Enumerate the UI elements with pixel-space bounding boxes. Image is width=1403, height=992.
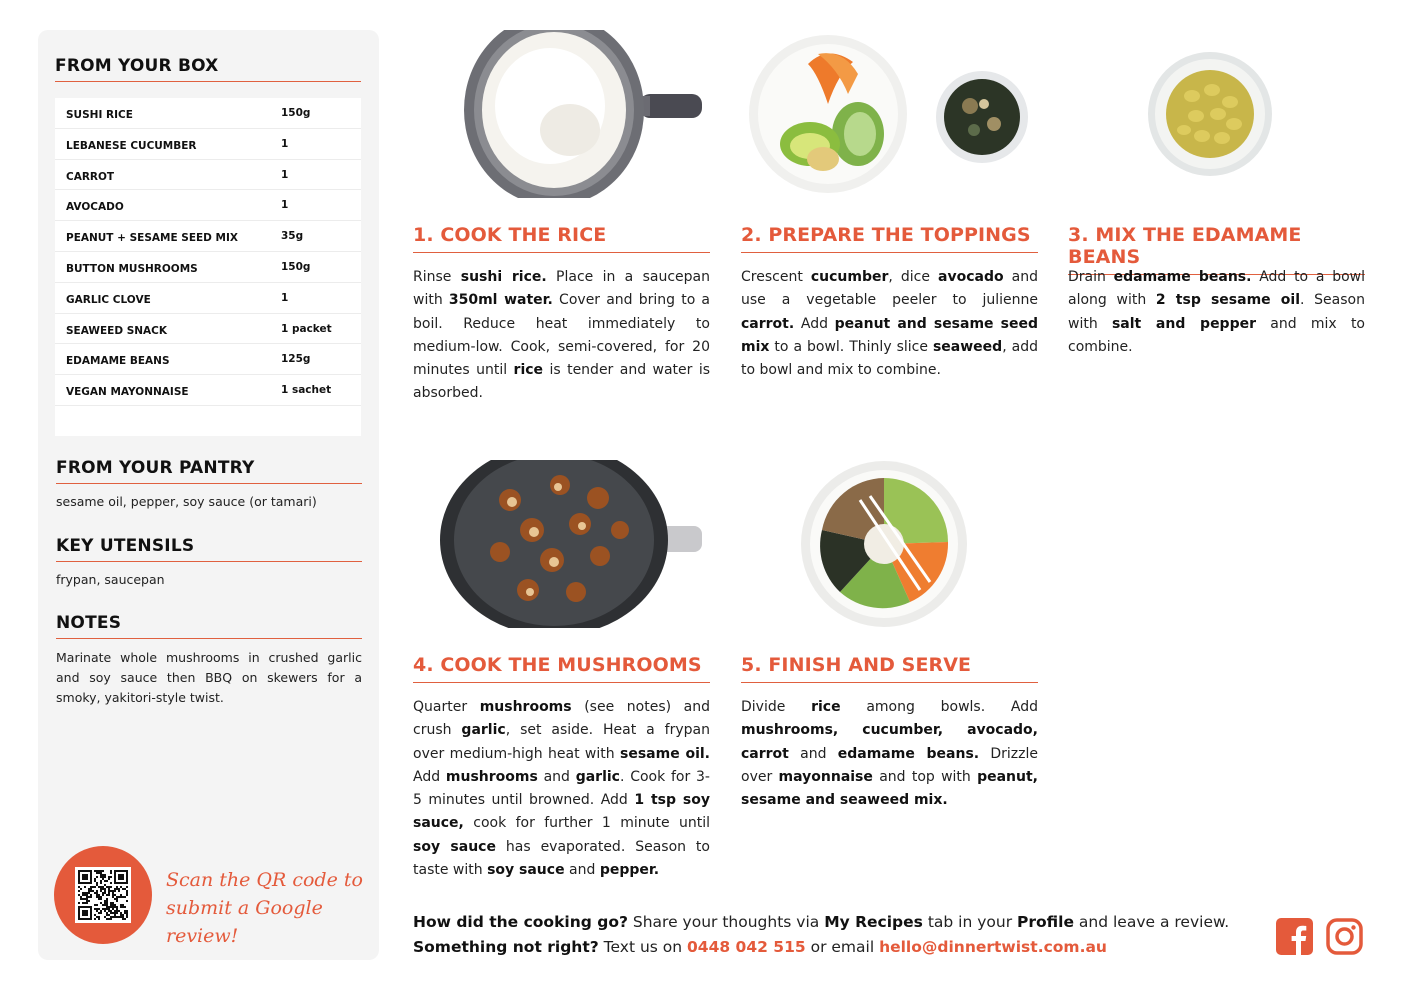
step-3-title: 3. MIX THE EDAMAME BEANS (1068, 224, 1365, 275)
pantry-text: sesame oil, pepper, soy sauce (or tamari) (56, 494, 317, 509)
step-4-title: 4. COOK THE MUSHROOMS (413, 654, 710, 683)
ingredient-name: AVOCADO (66, 201, 124, 214)
ingredient-name: LEBANESE CUCUMBER (66, 139, 197, 152)
ingredient-name: GARLIC CLOVE (66, 293, 151, 306)
phone-link[interactable]: 0448 042 515 (687, 938, 806, 956)
ingredient-qty: 1 (281, 199, 289, 212)
profile-label: Profile (1017, 913, 1074, 931)
ingredient-qty: 150g (281, 107, 311, 119)
footer-text: or email (805, 938, 880, 956)
rice-saucepan-photo (440, 30, 702, 198)
ingredient-row (55, 283, 361, 314)
footer-text: tab in your (922, 913, 1018, 931)
from-your-box-title: FROM YOUR BOX (55, 56, 361, 82)
ingredient-row (55, 252, 361, 283)
footer-question-1: How did the cooking go? (413, 913, 628, 931)
ingredients-sidebar (38, 30, 379, 960)
ingredient-row (55, 221, 361, 252)
ingredient-name: CARROT (66, 170, 115, 183)
ingredient-row (55, 190, 361, 221)
ingredient-name: VEGAN MAYONNAISE (66, 386, 189, 399)
footer-text: and leave a review. (1073, 913, 1230, 931)
email-link[interactable]: hello@dinnertwist.com.au (879, 938, 1107, 956)
from-your-pantry-title: FROM YOUR PANTRY (56, 458, 362, 484)
instagram-icon[interactable] (1326, 918, 1363, 955)
footer-text: Text us on (598, 938, 688, 956)
ingredient-row (55, 160, 361, 191)
ingredient-qty: 1 (281, 137, 289, 150)
ingredient-name: EDAMAME BEANS (66, 355, 170, 368)
key-utensils-title: KEY UTENSILS (56, 536, 362, 562)
facebook-icon[interactable] (1276, 918, 1313, 955)
step-3-body: Drain edamame beans. Add to a bowl along with 2 tsp sesame oil. Season with salt and pepper and mix to combine. (1068, 269, 1366, 355)
ingredient-row (55, 314, 361, 345)
my-recipes-label: My Recipes (824, 913, 923, 931)
ingredient-row (55, 344, 361, 375)
footer-line-1 (413, 910, 1253, 935)
step-1-title: 1. COOK THE RICE (413, 224, 710, 253)
qr-code-icon[interactable] (75, 867, 131, 923)
ingredient-name: SUSHI RICE (66, 109, 133, 121)
qr-review-text (166, 866, 366, 950)
ingredient-row (55, 129, 361, 160)
ingredient-qty: 125g (281, 353, 311, 366)
finished-bowl-photo (800, 460, 970, 628)
footer-question-2: Something not right? (413, 938, 599, 956)
qr-text-line-1: Scan the QR code to (166, 869, 363, 891)
step-4-body: Quarter mushrooms (see notes) and crush garlic, set aside. Heat a frypan over medium-high heat with sesame oil. Add mushrooms and garlic. Cook for 3-5 minutes until browned. Add 1 tsp soy sauce, cook for further 1 minute until soy sauce has evaporated. Season to taste with soy sauce and pepper. (413, 699, 710, 879)
footer-text: Share your thoughts via (627, 913, 825, 931)
ingredient-qty: 1 (281, 291, 289, 304)
ingredient-qty: 150g (281, 260, 311, 273)
ingredient-qty: 1 (281, 168, 289, 181)
ingredient-name: BUTTON MUSHROOMS (66, 262, 198, 275)
step-5-title: 5. FINISH AND SERVE (741, 654, 1038, 683)
ingredient-row (55, 375, 361, 406)
edamame-bowl-photo (1146, 50, 1274, 178)
ingredient-qty: 35g (281, 230, 304, 243)
mushroom-frypan-photo (440, 460, 702, 628)
ingredient-qty: 1 sachet (281, 384, 332, 397)
step-1-body: Rinse sushi rice. Place in a saucepan with 350ml water. Cover and bring to a boil. Reduce heat immediately to medium-low. Cook, semi-covered, for 20 minutes until rice is tender and water is absorbed. (413, 269, 711, 402)
notes-text: Marinate whole mushrooms in crushed garlic and soy sauce then BBQ on skewers for a smoky, yakitori-style twist. (56, 650, 362, 705)
qr-code-badge[interactable] (54, 846, 152, 944)
footer-line-2 (413, 935, 1253, 960)
notes-title: NOTES (56, 613, 362, 639)
step-2-title: 2. PREPARE THE TOPPINGS (741, 224, 1038, 253)
utensils-text: frypan, saucepan (56, 572, 165, 587)
qr-text-line-2: submit a Google review! (166, 897, 323, 947)
ingredient-name: SEAWEED SNACK (66, 324, 168, 337)
feedback-footer (413, 910, 1253, 960)
ingredient-row (55, 98, 361, 129)
ingredient-qty: 1 packet (281, 322, 332, 335)
ingredient-name: PEANUT + SESAME SEED MIX (66, 232, 239, 245)
step-5-body: Divide rice among bowls. Add mushrooms, cucumber, avocado, carrot and edamame beans. Drizzle over mayonnaise and top with peanut, sesame and seaweed mix. (741, 699, 1038, 809)
step-2-body: Crescent cucumber, dice avocado and use a vegetable peeler to julienne carrot. Add peanut and sesame seed mix to a bowl. Thinly slice seaweed, add to bowl and mix to combine. (741, 269, 1038, 379)
ingredients-table (55, 98, 361, 436)
toppings-plate-photo (748, 34, 1033, 196)
